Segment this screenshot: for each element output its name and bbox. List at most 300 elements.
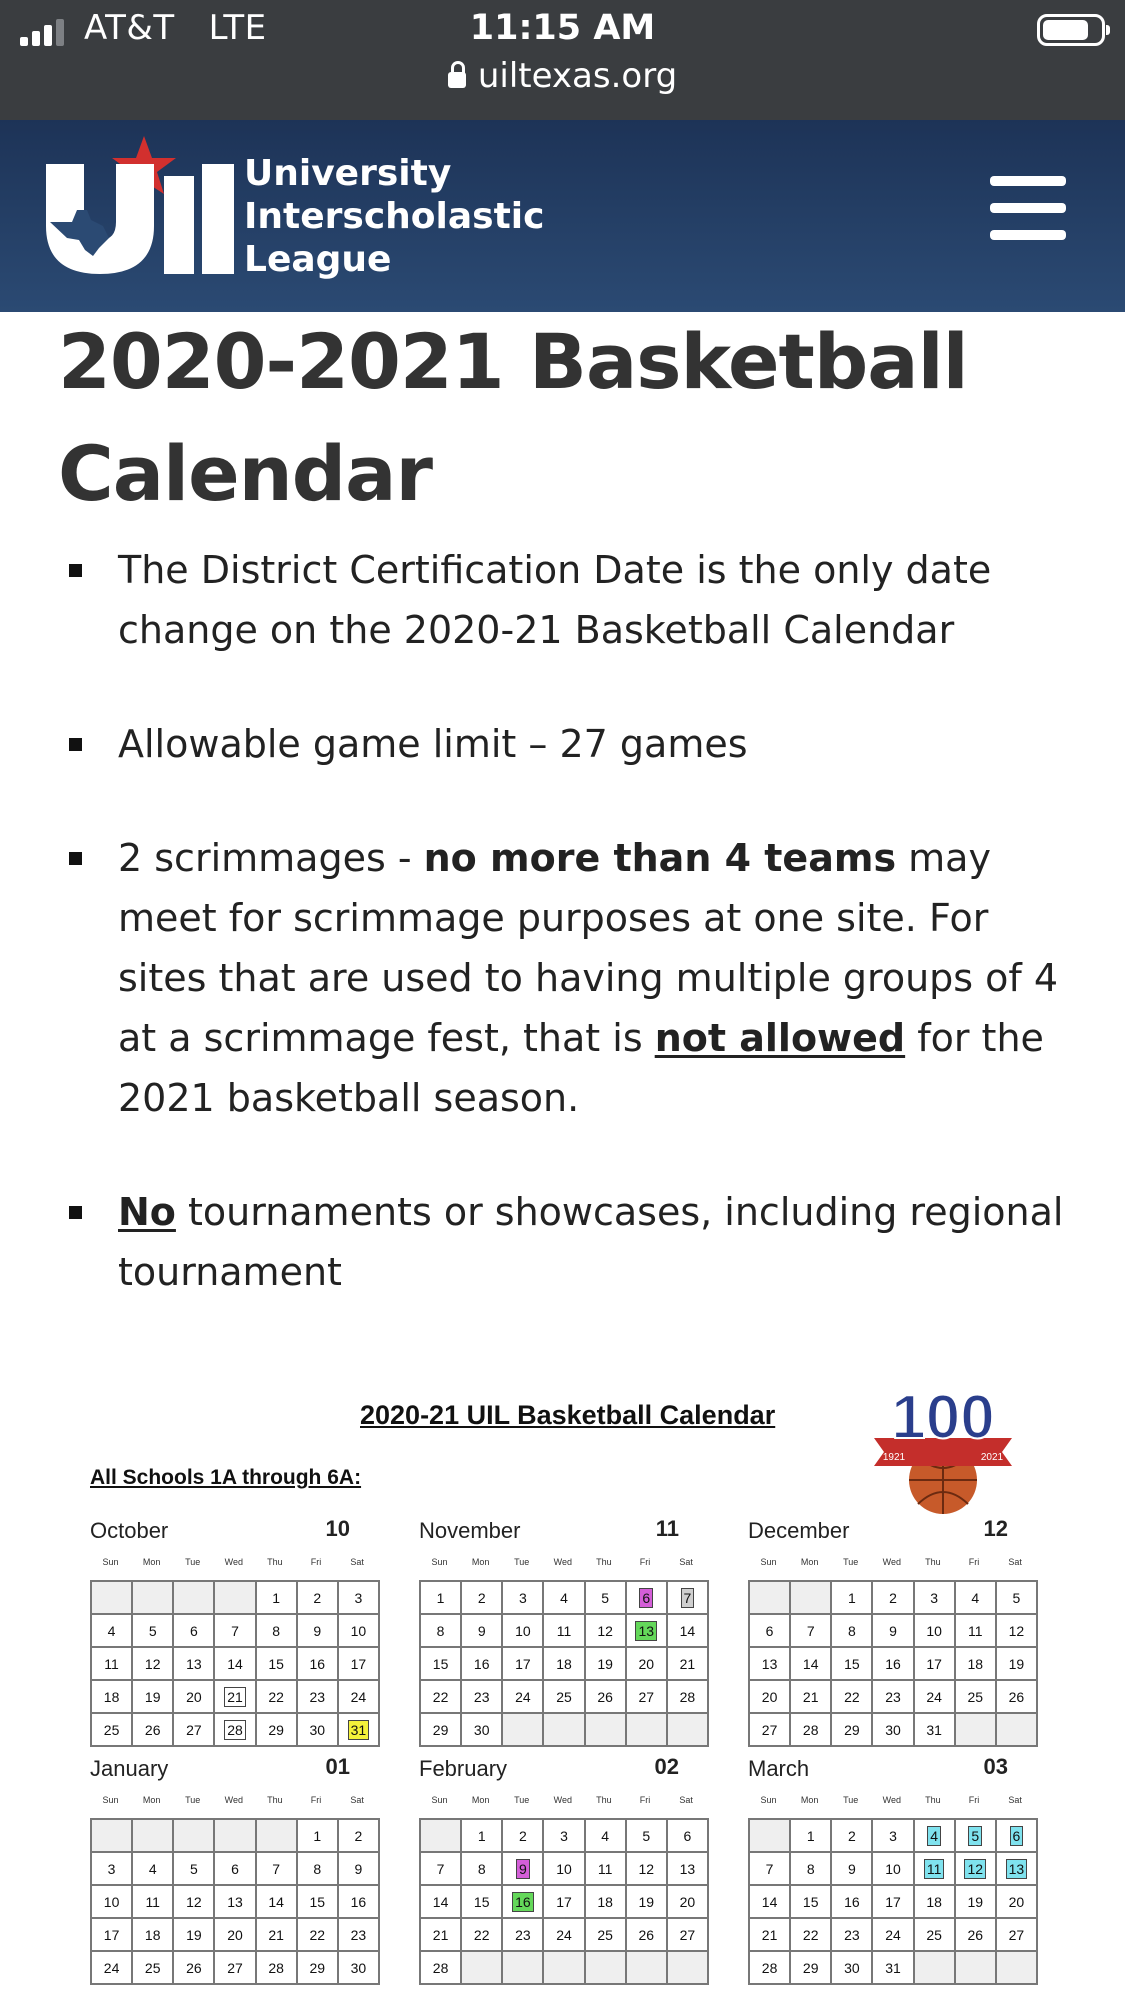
calendar-empty-cell (544, 1714, 585, 1747)
uil-100-years-badge-icon (868, 1376, 1018, 1514)
calendar-day: 30 (298, 1714, 339, 1747)
calendar-day: 27 (174, 1714, 215, 1747)
calendar-day: 1 (791, 1820, 832, 1853)
calendar-day: 2 (503, 1820, 544, 1853)
calendar-day: 23 (832, 1919, 873, 1952)
calendar-day: 19 (627, 1886, 668, 1919)
calendar-day: 16 (298, 1648, 339, 1681)
weekday-label: Mon (471, 1557, 490, 1567)
calendar-day: 18 (586, 1886, 627, 1919)
calendar-day: 12 (956, 1853, 997, 1886)
calendar-day: 25 (133, 1952, 174, 1985)
calendar-day: 12 (174, 1886, 215, 1919)
weekday-label: Wed (224, 1557, 243, 1567)
calendar-day: 28 (668, 1681, 709, 1714)
calendar-day: 29 (298, 1952, 339, 1985)
calendar-empty-cell (215, 1582, 256, 1615)
calendar-empty-cell (668, 1714, 709, 1747)
calendar-day: 19 (586, 1648, 627, 1681)
calendar-day: 30 (339, 1952, 380, 1985)
calendar-day: 11 (956, 1615, 997, 1648)
calendar-day: 8 (791, 1853, 832, 1886)
svg-text:1921: 1921 (882, 1452, 906, 1463)
month-january (90, 1756, 380, 1985)
weekday-label: Sun (760, 1557, 777, 1567)
calendar-day: 9 (873, 1615, 914, 1648)
calendar-day: 28 (215, 1714, 256, 1747)
calendar-day: 13 (174, 1648, 215, 1681)
calendar-day: 3 (873, 1820, 914, 1853)
calendar-empty-cell (997, 1952, 1038, 1985)
month-number: 12 (983, 1516, 1008, 1541)
calendar-empty-cell (174, 1582, 215, 1615)
weekday-label: Tue (185, 1795, 201, 1805)
calendar-day: 12 (627, 1853, 668, 1886)
calendar-day: 10 (544, 1853, 585, 1886)
calendar-day: 28 (750, 1952, 791, 1985)
calendar-empty-cell (750, 1820, 791, 1853)
svg-text:2021: 2021 (980, 1452, 1004, 1463)
calendar-day: 24 (873, 1919, 914, 1952)
calendar-day: 22 (791, 1919, 832, 1952)
month-grid (748, 1818, 1038, 1985)
weekday-label: Fri (639, 1557, 651, 1567)
calendar-empty-cell (791, 1582, 832, 1615)
calendar-empty-cell (997, 1714, 1038, 1747)
calendar-day: 6 (215, 1853, 256, 1886)
calendar-day: 27 (627, 1681, 668, 1714)
calendar-day: 26 (627, 1919, 668, 1952)
month-name: February (419, 1756, 508, 1781)
calendar-day: 31 (339, 1714, 380, 1747)
calendar-day: 22 (462, 1919, 503, 1952)
calendar-day: 7 (215, 1615, 256, 1648)
calendar-day: 22 (832, 1681, 873, 1714)
weekday-label: Sat (350, 1795, 364, 1805)
weekday-label: Sat (350, 1557, 364, 1567)
calendar-day: 16 (832, 1886, 873, 1919)
calendar-day: 14 (257, 1886, 298, 1919)
calendar-day: 2 (462, 1582, 503, 1615)
weekday-label: Tue (843, 1795, 859, 1805)
calendar-day: 25 (586, 1919, 627, 1952)
calendar-empty-cell (750, 1582, 791, 1615)
calendar-day: 4 (586, 1820, 627, 1853)
weekday-label: Sun (102, 1795, 119, 1805)
month-name: November (419, 1518, 521, 1543)
clock: 11:15 AM (469, 8, 656, 48)
calendar-empty-cell (627, 1952, 668, 1985)
weekday-header (748, 1550, 1036, 1574)
logo-line-3: League (244, 239, 392, 280)
calendar-day: 7 (668, 1582, 709, 1615)
calendar-day: 8 (298, 1853, 339, 1886)
calendar-day: 31 (915, 1714, 956, 1747)
weekday-label: Wed (882, 1795, 901, 1805)
logo-line-1: University (244, 153, 452, 194)
calendar-day: 10 (915, 1615, 956, 1648)
month-grid (90, 1580, 380, 1747)
weekday-header (748, 1788, 1036, 1812)
month-november (419, 1518, 709, 1747)
weekday-label: Sun (102, 1557, 119, 1567)
calendar-day: 11 (544, 1615, 585, 1648)
calendar-day: 14 (215, 1648, 256, 1681)
calendar-day: 6 (174, 1615, 215, 1648)
weekday-header (419, 1788, 707, 1812)
calendar-day: 15 (298, 1886, 339, 1919)
month-name: March (748, 1756, 810, 1781)
month-march (748, 1756, 1038, 1985)
calendar-day: 18 (956, 1648, 997, 1681)
calendar-day: 3 (544, 1820, 585, 1853)
calendar-day: 28 (791, 1714, 832, 1747)
calendar-day: 16 (503, 1886, 544, 1919)
calendar-day: 13 (668, 1853, 709, 1886)
calendar-empty-cell (586, 1952, 627, 1985)
calendar-day: 18 (92, 1681, 133, 1714)
calendar-day: 11 (586, 1853, 627, 1886)
weekday-label: Sat (1008, 1557, 1022, 1567)
calendar-day: 19 (956, 1886, 997, 1919)
calendar-day: 9 (832, 1853, 873, 1886)
calendar-empty-cell (544, 1952, 585, 1985)
calendar-day: 13 (997, 1853, 1038, 1886)
calendar-day: 6 (750, 1615, 791, 1648)
calendar-day: 20 (668, 1886, 709, 1919)
calendar-day: 21 (791, 1681, 832, 1714)
calendar-day: 18 (915, 1886, 956, 1919)
calendar-day: 4 (544, 1582, 585, 1615)
calendar-day: 5 (956, 1820, 997, 1853)
weekday-label: Mon (471, 1795, 490, 1805)
weekday-label: Fri (310, 1557, 322, 1567)
calendar-empty-cell (503, 1952, 544, 1985)
calendar-empty-cell (257, 1820, 298, 1853)
calendar-day: 5 (133, 1615, 174, 1648)
bullet-certification-date: The District Certification Date is the only date change on the 2020-21 Basketball Calendar (58, 540, 1068, 660)
calendar-title: 2020-21 UIL Basketball Calendar (360, 1400, 776, 1430)
calendar-empty-cell (421, 1820, 462, 1853)
weekday-label: Sun (760, 1795, 777, 1805)
calendar-day: 21 (668, 1648, 709, 1681)
calendar-day: 15 (257, 1648, 298, 1681)
calendar-day: 15 (832, 1648, 873, 1681)
calendar-day: 3 (503, 1582, 544, 1615)
url-text: uiltexas.org (477, 56, 678, 96)
page-title: 2020-2021 Basketball Calendar (58, 317, 968, 518)
status-bar (0, 0, 1125, 120)
month-december (748, 1518, 1038, 1747)
calendar-day: 20 (627, 1648, 668, 1681)
calendar-day: 26 (174, 1952, 215, 1985)
calendar-day: 5 (174, 1853, 215, 1886)
calendar-empty-cell (92, 1820, 133, 1853)
calendar-day: 12 (133, 1648, 174, 1681)
weekday-label: Wed (882, 1557, 901, 1567)
calendar-day: 4 (915, 1820, 956, 1853)
calendar-day: 27 (668, 1919, 709, 1952)
calendar-day: 29 (421, 1714, 462, 1747)
calendar-day: 25 (956, 1681, 997, 1714)
weekday-label: Mon (800, 1557, 819, 1567)
weekday-label: Thu (267, 1795, 283, 1805)
battery-icon (1037, 14, 1105, 46)
calendar-day: 10 (92, 1886, 133, 1919)
calendar-day: 18 (544, 1648, 585, 1681)
calendar-day: 21 (257, 1919, 298, 1952)
weekday-label: Wed (553, 1795, 572, 1805)
calendar-day: 8 (832, 1615, 873, 1648)
weekday-label: Tue (843, 1557, 859, 1567)
calendar-day: 20 (215, 1919, 256, 1952)
weekday-label: Tue (514, 1557, 530, 1567)
calendar-day: 10 (873, 1853, 914, 1886)
calendar-day: 19 (174, 1919, 215, 1952)
calendar-image[interactable] (56, 1362, 1066, 2001)
calendar-day: 9 (503, 1853, 544, 1886)
calendar-day: 14 (750, 1886, 791, 1919)
weekday-label: Thu (267, 1557, 283, 1567)
month-grid (748, 1580, 1038, 1747)
calendar-day: 31 (873, 1952, 914, 1985)
calendar-day: 21 (215, 1681, 256, 1714)
calendar-day: 4 (133, 1853, 174, 1886)
calendar-day: 23 (339, 1919, 380, 1952)
calendar-day: 1 (462, 1820, 503, 1853)
weekday-label: Thu (925, 1795, 941, 1805)
calendar-day: 16 (462, 1648, 503, 1681)
calendar-day: 25 (915, 1919, 956, 1952)
uil-logo-icon[interactable] (46, 136, 238, 276)
calendar-day: 27 (215, 1952, 256, 1985)
address-bar[interactable] (0, 56, 1125, 96)
weekday-label: Sun (431, 1795, 448, 1805)
calendar-day: 14 (421, 1886, 462, 1919)
calendar-day: 26 (997, 1681, 1038, 1714)
calendar-empty-cell (627, 1714, 668, 1747)
weekday-label: Mon (800, 1795, 819, 1805)
calendar-day: 30 (462, 1714, 503, 1747)
calendar-day: 7 (421, 1853, 462, 1886)
weekday-label: Thu (596, 1557, 612, 1567)
calendar-day: 24 (915, 1681, 956, 1714)
calendar-day: 4 (92, 1615, 133, 1648)
calendar-day: 17 (339, 1648, 380, 1681)
calendar-day: 16 (873, 1648, 914, 1681)
calendar-day: 17 (915, 1648, 956, 1681)
weekday-label: Fri (639, 1795, 651, 1805)
calendar-day: 6 (997, 1820, 1038, 1853)
calendar-day: 26 (956, 1919, 997, 1952)
calendar-empty-cell (956, 1952, 997, 1985)
calendar-day: 25 (92, 1714, 133, 1747)
calendar-day: 20 (997, 1886, 1038, 1919)
month-number: 03 (983, 1754, 1008, 1779)
calendar-day: 9 (298, 1615, 339, 1648)
calendar-day: 28 (257, 1952, 298, 1985)
calendar-day: 5 (627, 1820, 668, 1853)
calendar-day: 27 (997, 1919, 1038, 1952)
calendar-day: 20 (174, 1681, 215, 1714)
calendar-empty-cell (668, 1952, 709, 1985)
calendar-day: 9 (462, 1615, 503, 1648)
weekday-label: Mon (142, 1557, 161, 1567)
calendar-day: 15 (791, 1886, 832, 1919)
weekday-label: Mon (142, 1795, 161, 1805)
calendar-empty-cell (133, 1582, 174, 1615)
month-number: 02 (654, 1754, 679, 1779)
calendar-day: 13 (750, 1648, 791, 1681)
calendar-day: 16 (339, 1886, 380, 1919)
calendar-day: 1 (257, 1582, 298, 1615)
calendar-day: 19 (997, 1648, 1038, 1681)
bullet-game-limit: Allowable game limit – 27 games (58, 714, 1068, 774)
calendar-day: 12 (997, 1615, 1038, 1648)
calendar-day: 29 (832, 1714, 873, 1747)
calendar-day: 25 (544, 1681, 585, 1714)
calendar-day: 6 (627, 1582, 668, 1615)
calendar-day: 29 (791, 1952, 832, 1985)
month-grid (419, 1580, 709, 1747)
calendar-day: 2 (298, 1582, 339, 1615)
calendar-day: 26 (133, 1714, 174, 1747)
calendar-day: 10 (503, 1615, 544, 1648)
calendar-empty-cell (133, 1820, 174, 1853)
month-grid (419, 1818, 709, 1985)
weekday-label: Sat (679, 1557, 693, 1567)
calendar-day: 28 (421, 1952, 462, 1985)
calendar-day: 24 (544, 1919, 585, 1952)
calendar-day: 7 (750, 1853, 791, 1886)
month-february (419, 1756, 709, 1985)
calendar-day: 1 (832, 1582, 873, 1615)
calendar-day: 1 (298, 1820, 339, 1853)
calendar-day: 2 (873, 1582, 914, 1615)
calendar-day: 18 (133, 1919, 174, 1952)
calendar-day: 27 (750, 1714, 791, 1747)
calendar-day: 1 (421, 1582, 462, 1615)
calendar-empty-cell (503, 1714, 544, 1747)
calendar-day: 2 (339, 1820, 380, 1853)
calendar-day: 3 (92, 1853, 133, 1886)
weekday-label: Wed (224, 1795, 243, 1805)
calendar-day: 5 (997, 1582, 1038, 1615)
month-name: December (748, 1518, 850, 1543)
weekday-label: Sun (431, 1557, 448, 1567)
month-name: January (90, 1756, 169, 1781)
logo-line-2: Interscholastic (244, 196, 545, 237)
menu-icon[interactable] (990, 176, 1066, 240)
bullet-tournaments: No tournaments or showcases, including regional tournament (58, 1182, 1068, 1302)
weekday-label: Fri (968, 1795, 980, 1805)
calendar-day: 19 (133, 1681, 174, 1714)
weekday-label: Sat (1008, 1795, 1022, 1805)
calendar-day: 22 (421, 1681, 462, 1714)
info-bullet-list (58, 540, 1068, 1356)
weekday-header (90, 1550, 378, 1574)
calendar-day: 26 (586, 1681, 627, 1714)
calendar-day: 6 (668, 1820, 709, 1853)
calendar-day: 21 (750, 1919, 791, 1952)
calendar-day: 24 (339, 1681, 380, 1714)
bullet-scrimmages: 2 scrimmages - no more than 4 teams may meet for scrimmage purposes at one site. For sites that are used to having multiple groups of 4 at a scrimmage fest, that is not allowed for the 2021 basketball season. (58, 828, 1068, 1128)
calendar-day: 17 (544, 1886, 585, 1919)
calendar-empty-cell (915, 1952, 956, 1985)
calendar-day: 24 (92, 1952, 133, 1985)
calendar-day: 23 (298, 1681, 339, 1714)
calendar-empty-cell (92, 1582, 133, 1615)
calendar-day: 13 (627, 1615, 668, 1648)
calendar-day: 30 (873, 1714, 914, 1747)
calendar-day: 15 (462, 1886, 503, 1919)
calendar-day: 14 (791, 1648, 832, 1681)
calendar-day: 30 (832, 1952, 873, 1985)
calendar-day: 3 (339, 1582, 380, 1615)
calendar-day: 3 (915, 1582, 956, 1615)
calendar-day: 12 (586, 1615, 627, 1648)
weekday-label: Wed (553, 1557, 572, 1567)
weekday-label: Thu (596, 1795, 612, 1805)
weekday-label: Fri (968, 1557, 980, 1567)
weekday-header (90, 1788, 378, 1812)
calendar-empty-cell (215, 1820, 256, 1853)
calendar-empty-cell (956, 1714, 997, 1747)
calendar-day: 22 (298, 1919, 339, 1952)
lock-icon (448, 72, 466, 88)
calendar-day: 15 (421, 1648, 462, 1681)
calendar-day: 21 (421, 1919, 462, 1952)
calendar-day: 20 (750, 1681, 791, 1714)
month-grid (90, 1818, 380, 1985)
calendar-day: 8 (421, 1615, 462, 1648)
calendar-day: 17 (503, 1648, 544, 1681)
calendar-day: 10 (339, 1615, 380, 1648)
calendar-subtitle: All Schools 1A through 6A: (90, 1466, 362, 1489)
month-number: 11 (655, 1516, 679, 1541)
carrier-label: AT&T LTE (84, 8, 267, 48)
calendar-day: 11 (92, 1648, 133, 1681)
calendar-day: 8 (257, 1615, 298, 1648)
calendar-day: 17 (92, 1919, 133, 1952)
calendar-day: 14 (668, 1615, 709, 1648)
calendar-day: 23 (873, 1681, 914, 1714)
calendar-day: 7 (791, 1615, 832, 1648)
calendar-day: 23 (462, 1681, 503, 1714)
calendar-day: 4 (956, 1582, 997, 1615)
calendar-empty-cell (462, 1952, 503, 1985)
month-october (90, 1518, 380, 1747)
calendar-day: 8 (462, 1853, 503, 1886)
weekday-label: Tue (514, 1795, 530, 1805)
site-name[interactable] (244, 152, 544, 281)
weekday-label: Thu (925, 1557, 941, 1567)
calendar-day: 24 (503, 1681, 544, 1714)
weekday-label: Fri (310, 1795, 322, 1805)
calendar-day: 11 (915, 1853, 956, 1886)
calendar-day: 29 (257, 1714, 298, 1747)
calendar-day: 11 (133, 1886, 174, 1919)
calendar-day: 22 (257, 1681, 298, 1714)
calendar-day: 13 (215, 1886, 256, 1919)
calendar-day: 9 (339, 1853, 380, 1886)
svg-text:100: 100 (891, 1383, 995, 1452)
calendar-day: 5 (586, 1582, 627, 1615)
month-number: 10 (325, 1516, 350, 1541)
calendar-day: 23 (503, 1919, 544, 1952)
month-name: October (90, 1518, 169, 1543)
calendar-day: 7 (257, 1853, 298, 1886)
